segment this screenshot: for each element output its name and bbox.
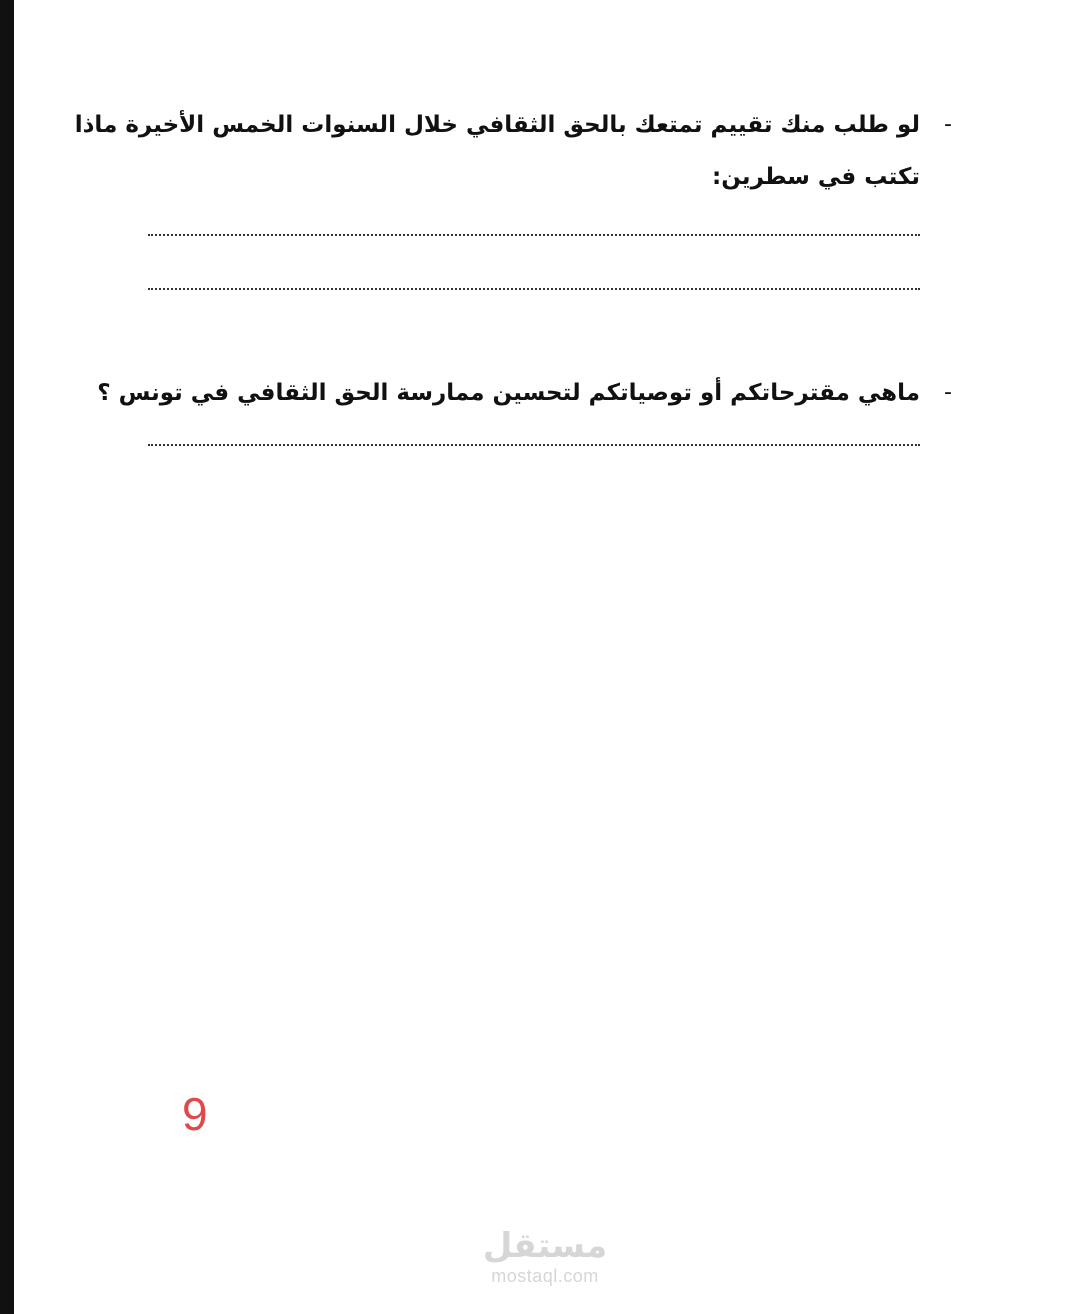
question-1-line-1: لو طلب منك تقييم تمتعك بالحق الثقافي خلال السنوات الخمس الأخيرة ماذا: [74, 112, 920, 138]
left-edge-bar: [0, 0, 14, 1314]
question-1-bullet: -: [944, 112, 952, 137]
answer-line-2[interactable]: [148, 288, 920, 290]
page-number: 9: [182, 1088, 208, 1140]
watermark-logo: [470, 1226, 620, 1286]
document-page: [14, 0, 1080, 1314]
question-1-line-2: تكتب في سطرين:: [712, 164, 920, 190]
question-2-line-1: ماهي مقترحاتكم أو توصياتكم لتحسين ممارسة الحق الثقافي في تونس ؟: [97, 380, 920, 406]
watermark-latin: mostaql.com: [491, 1266, 599, 1286]
question-2-bullet: -: [944, 380, 952, 405]
watermark-arabic: مستقل: [482, 1226, 608, 1266]
answer-line-3[interactable]: [148, 444, 920, 446]
answer-line-1[interactable]: [148, 234, 920, 236]
